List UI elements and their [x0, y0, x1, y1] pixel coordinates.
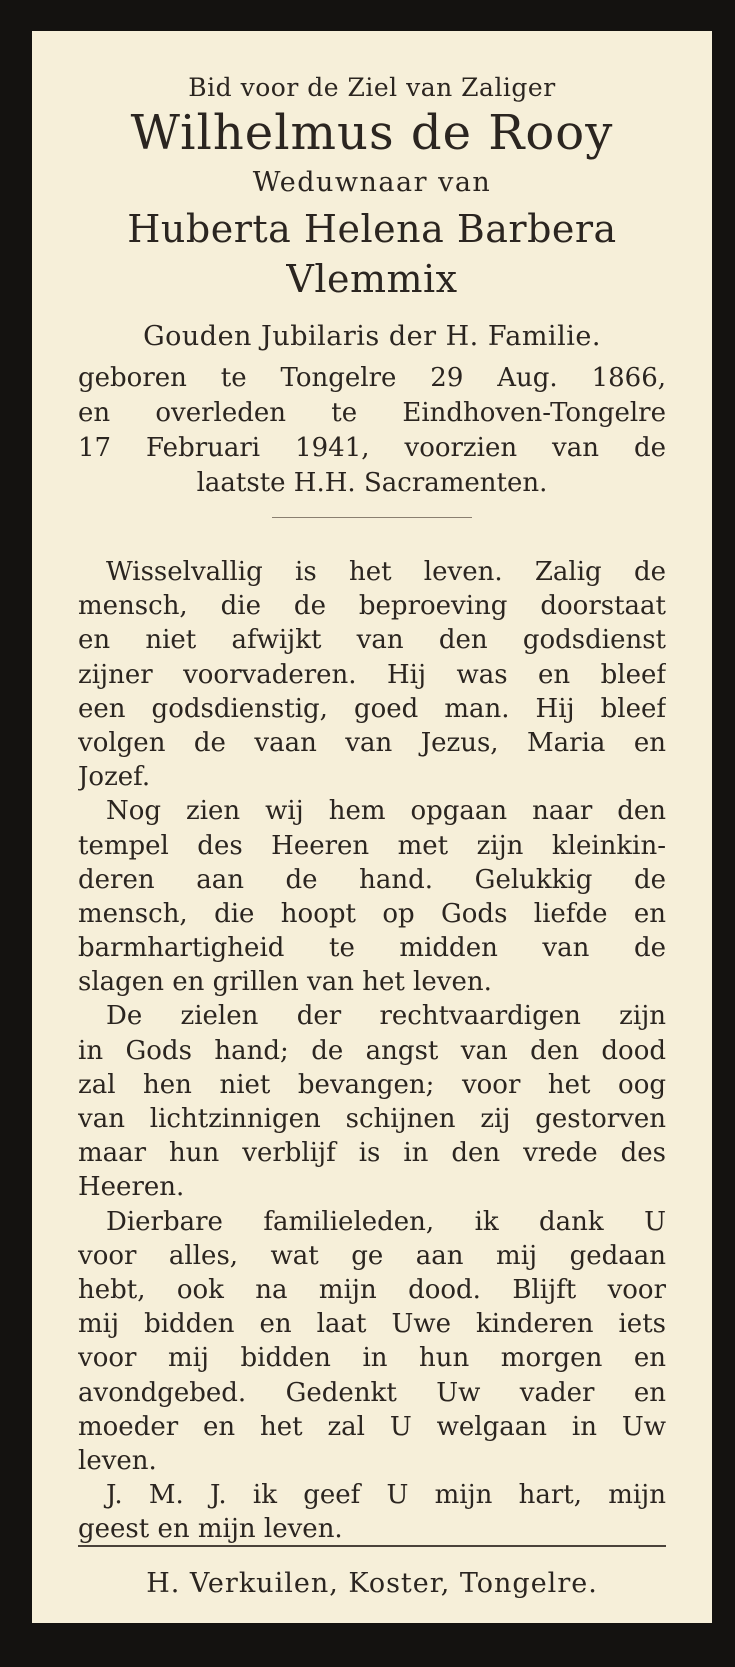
intro-line: Bid voor de Ziel van Zaliger: [188, 73, 556, 102]
body-line: J. M. J. ik geef U mijn hart, mijn: [106, 1480, 666, 1511]
body-paragraph: [78, 794, 666, 999]
body-line: zal hen niet bevangen; voor het oog: [78, 1069, 666, 1100]
body-line: voor mij bidden in hun morgen en: [78, 1343, 666, 1374]
body-paragraph: [78, 555, 666, 794]
body-line: Wisselvallig is het leven. Zalig de: [106, 557, 666, 587]
spouse-name-line-1: Huberta Helena Barbera: [127, 207, 617, 251]
section-divider: [272, 517, 472, 518]
birth-death-line: en overleden te Eindhoven-Tongelre: [78, 398, 666, 428]
body-paragraph: [78, 999, 666, 1204]
body-line: maar hun verblijf is in den vrede des: [78, 1138, 666, 1169]
widower-line: Weduwnaar van: [252, 167, 492, 198]
body-line: barmhartigheid te midden van de: [78, 933, 666, 964]
spouse-name-line-2: Vlemmix: [286, 257, 458, 301]
body-line: Dierbare familieleden, ik dank U: [106, 1206, 666, 1237]
body-line: moeder en het zal U welgaan in Uw: [78, 1411, 666, 1442]
body-line: Jozef.: [78, 762, 151, 793]
body-line: in Gods hand; de angst van den dood: [78, 1035, 666, 1066]
birth-death-line: laatste H.H. Sacramenten.: [196, 468, 548, 498]
jubilarian-line: Gouden Jubilaris der H. Familie.: [143, 321, 601, 352]
birth-death-line: 17 Februari 1941, voorzien van de: [78, 433, 666, 463]
body-line: De zielen der rechtvaardigen zijn: [106, 1001, 666, 1032]
memorial-card: [32, 31, 712, 1623]
body-line: slagen en grillen van het leven.: [78, 967, 492, 998]
body-line: zijner voorvaderen. Hij was en bleef: [78, 659, 666, 690]
body-line: en niet afwijkt van den godsdienst: [78, 625, 666, 656]
body-line: deren aan de hand. Gelukkig de: [78, 864, 666, 895]
body-line: Heeren.: [78, 1172, 185, 1203]
body-line: mij bidden en laat Uwe kinderen iets: [78, 1309, 666, 1340]
body-line: tempel des Heeren met zijn kleinkin-: [78, 830, 666, 861]
deceased-name: Wilhelmus de Rooy: [130, 105, 614, 161]
body-paragraph: [78, 1478, 666, 1546]
body-line: hebt, ook na mijn dood. Blijft voor: [78, 1274, 666, 1305]
body-line: voor alles, wat ge aan mij gedaan: [78, 1240, 666, 1271]
body-line: een godsdienstig, goed man. Hij bleef: [78, 693, 666, 724]
body-line: geest en mijn leven.: [78, 1514, 343, 1545]
body-line: leven.: [78, 1445, 157, 1476]
body-line: mensch, die de beproeving doorstaat: [78, 591, 666, 622]
body-line: Nog zien wij hem opgaan naar den: [106, 796, 666, 827]
body-text: [78, 555, 666, 1546]
body-line: volgen de vaan van Jezus, Maria en: [78, 727, 666, 758]
printer-credit: H. Verkuilen, Koster, Tongelre.: [146, 1568, 598, 1599]
body-line: van lichtzinnigen schijnen zij gestorven: [78, 1104, 666, 1134]
body-paragraph: [78, 1205, 666, 1479]
birth-death-line: geboren te Tongelre 29 Aug. 1866,: [78, 363, 666, 393]
body-line: mensch, die hoopt op Gods liefde en: [78, 898, 666, 929]
body-line: avondgebed. Gedenkt Uw vader en: [78, 1377, 666, 1408]
birth-death-text: [78, 361, 666, 501]
footer-divider: [78, 1545, 666, 1547]
